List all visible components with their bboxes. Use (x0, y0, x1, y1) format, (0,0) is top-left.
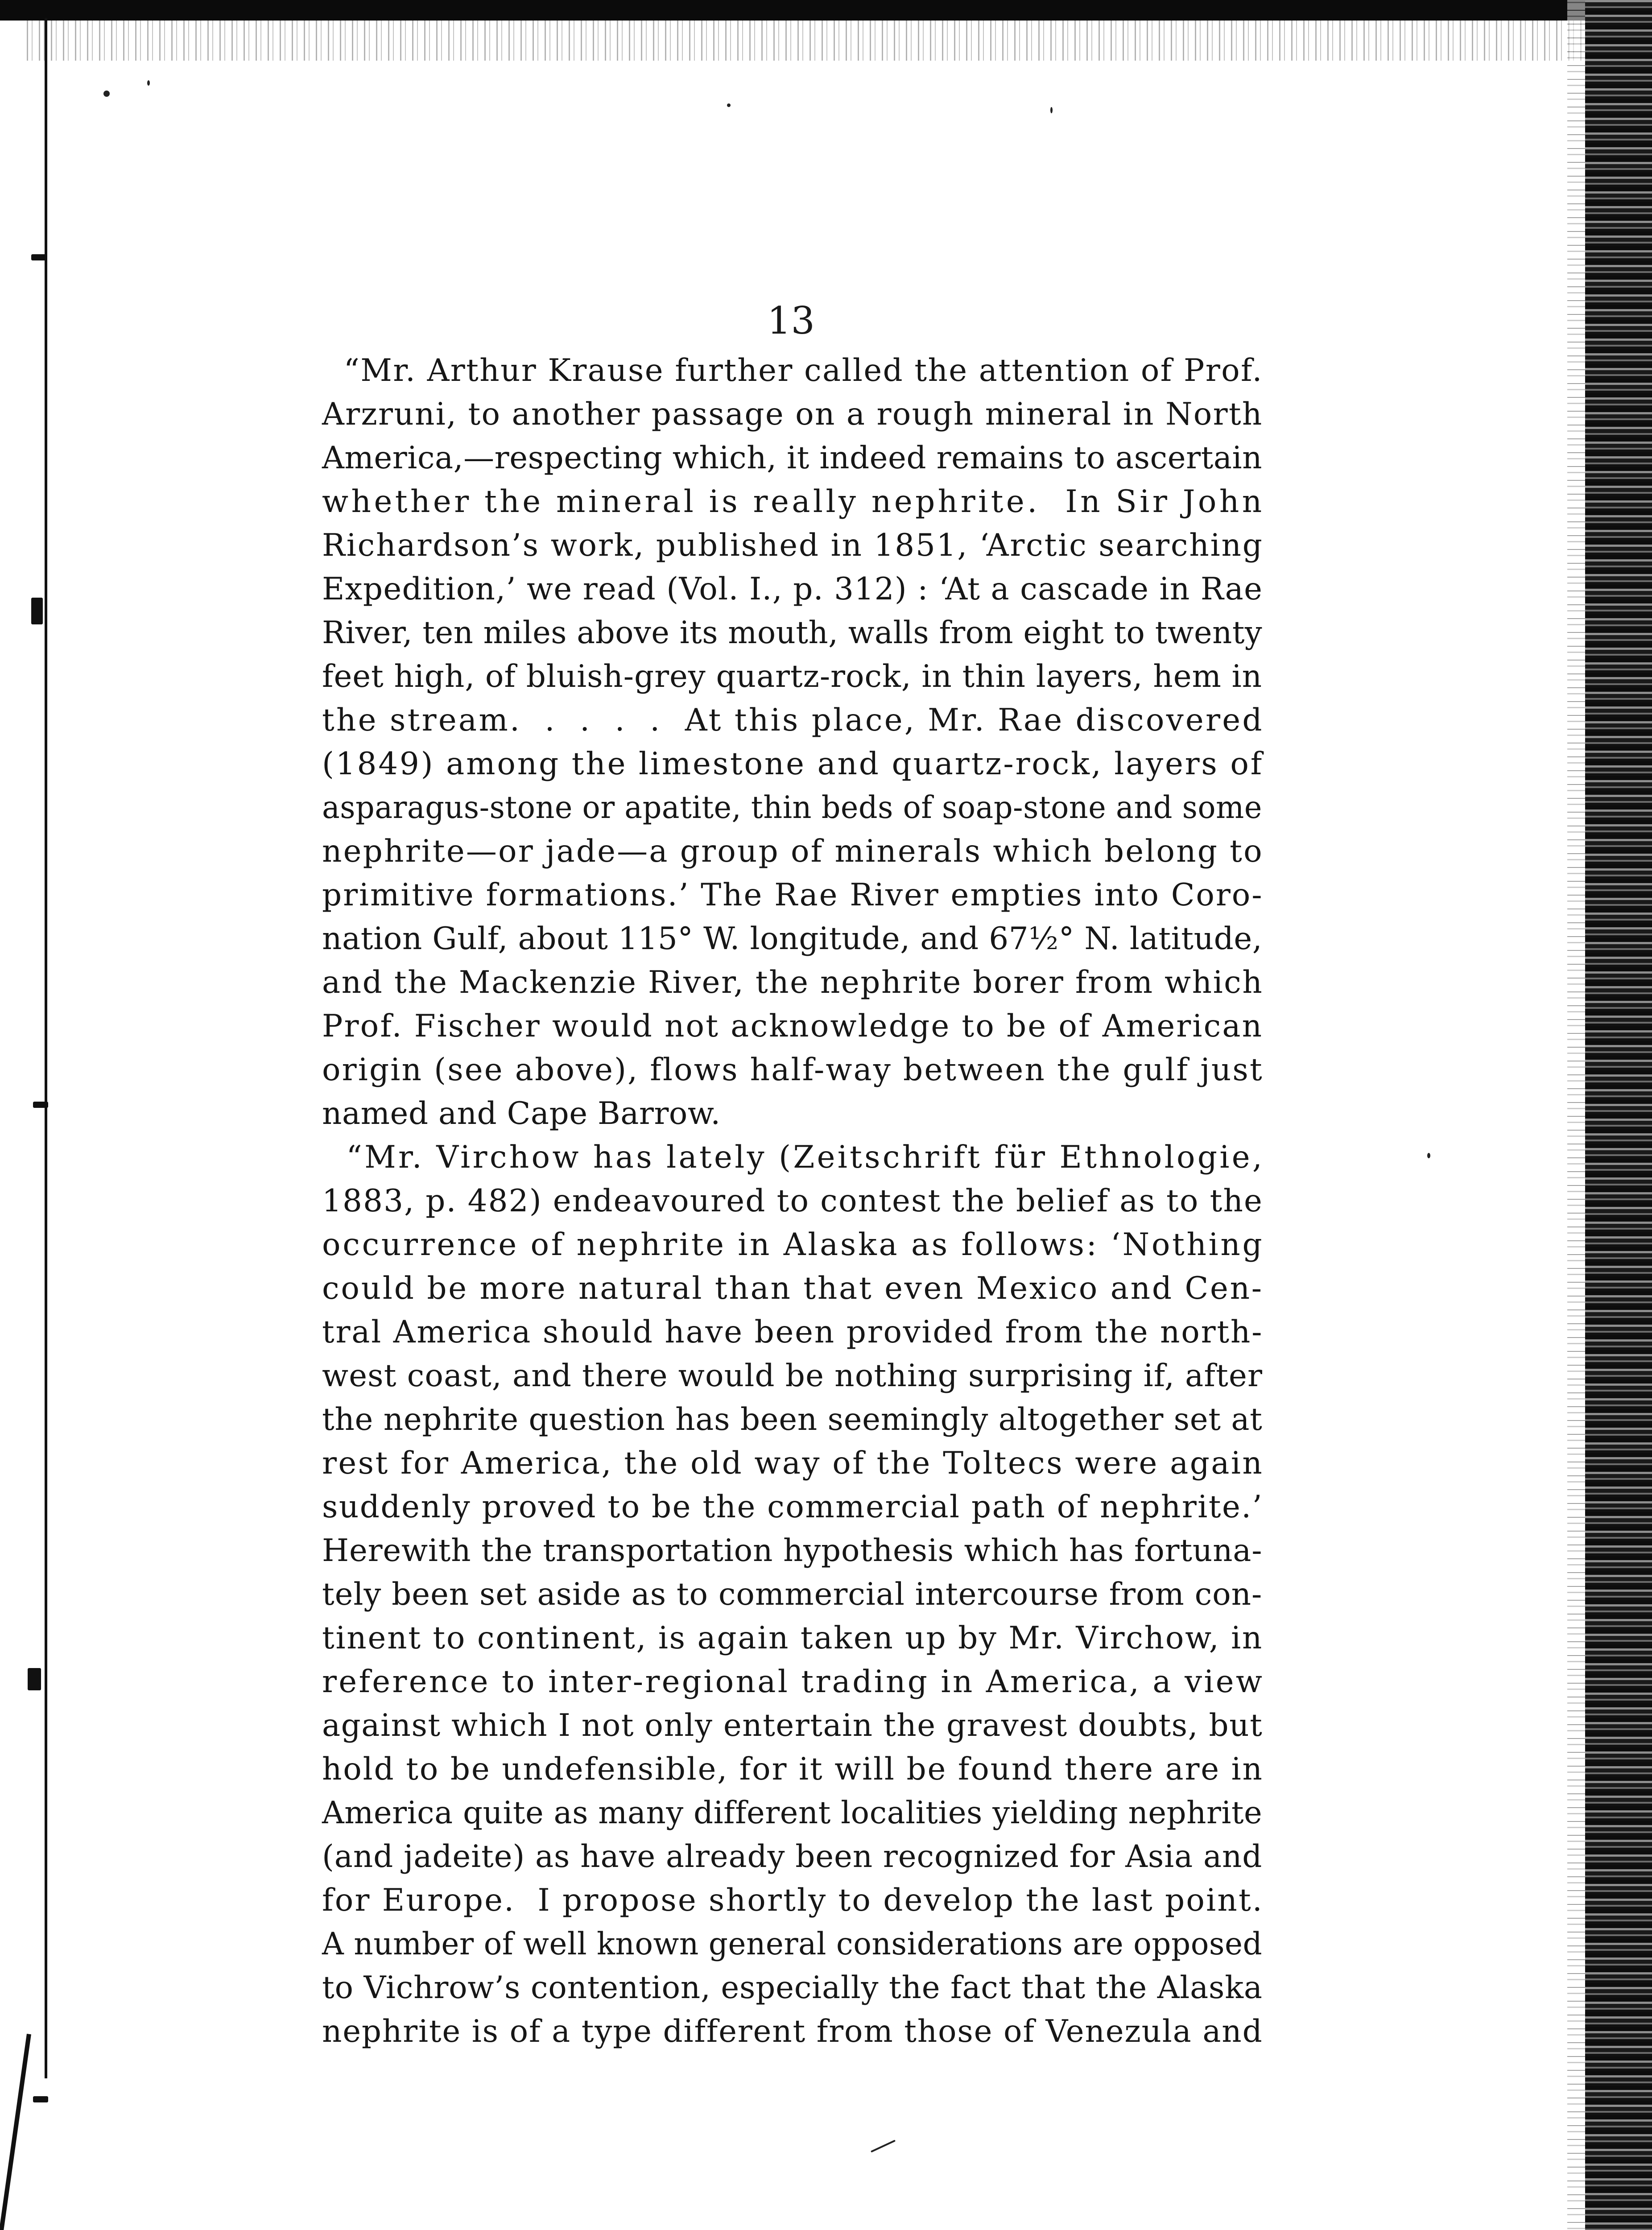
text-line: America,—respecting which, it indeed remains to ascertain (322, 440, 1263, 476)
text-line: (1849) among the limestone and quartz-rock, layers of (322, 746, 1264, 782)
text-line: asparagus-stone or apatite, thin beds of soap-stone and some (322, 790, 1262, 826)
page-number: 13 (767, 299, 815, 343)
text-line: occurrence of nephrite in Alaska as follows: ‘Nothing (322, 1227, 1264, 1263)
scan-edge-top (0, 0, 1652, 21)
text-line: nephrite—or jade—a group of minerals which belong to (322, 834, 1264, 869)
text-line: reference to inter-regional trading in America, a view (322, 1664, 1264, 1700)
text-line: and the Mackenzie River, the nephrite borer from which (322, 965, 1264, 1000)
text-line: primitive formations.’ The Rae River empties into Coro- (322, 877, 1264, 913)
text-line: River, ten miles above its mouth, walls from eight to twenty (322, 615, 1263, 651)
text-line: feet high, of bluish-grey quartz-rock, in thin layers, hem in (322, 659, 1263, 694)
binding-mark (31, 598, 43, 624)
text-line: tinent to continent, is again taken up by Mr. Virchow, in (322, 1620, 1264, 1656)
pen-mark (871, 2140, 896, 2153)
binding-mark (31, 254, 46, 260)
text-line: tely been set aside as to commercial intercourse from con- (322, 1577, 1263, 1612)
text-line: 1883, p. 482) endeavoured to contest the belief as to the (322, 1183, 1263, 1219)
scan-edge-left (45, 18, 47, 2078)
binding-mark (33, 2096, 48, 2102)
text-line: Arzruni, to another passage on a rough mineral in North (322, 396, 1263, 432)
speck (1050, 107, 1053, 113)
text-line: (and jadeite) as have already been recognized for Asia and (322, 1839, 1263, 1875)
text-line: A number of well known general considerations are opposed (322, 1926, 1263, 1962)
body-text (322, 349, 1265, 2053)
text-line: “Mr. Virchow has lately (Zeitschrift für Ethnologie, (322, 1140, 1265, 1175)
text-line: Prof. Fischer would not acknowledge to be of American (322, 1008, 1264, 1044)
scan-edge-right (1585, 0, 1652, 2230)
speck (1427, 1153, 1430, 1158)
text-line: to Vichrow’s contention, especially the fact that the Alaska (322, 1970, 1263, 2006)
text-line: nephrite is of a type different from those of Venezula and (322, 2014, 1263, 2049)
text-line: could be more natural than that even Mexico and Cen- (322, 1271, 1264, 1306)
text-line: the nephrite question has been seemingly altogether set at (322, 1402, 1263, 1437)
text-line: hold to be undefensible, for it will be found there are in (322, 1751, 1264, 1787)
text-line: for Europe. I propose shortly to develop the last point. (322, 1883, 1264, 1918)
text-line: tral America should have been provided from the north- (322, 1314, 1264, 1350)
text-line: Herewith the transportation hypothesis which has fortuna- (322, 1533, 1263, 1569)
text-line: America quite as many different localities yielding nephrite (322, 1795, 1263, 1831)
text-line: the stream. . . . . At this place, Mr. Rae discovered (322, 702, 1264, 738)
scan-stroke-left (0, 2034, 31, 2230)
text-line: whether the mineral is really nephrite. In Sir John (322, 484, 1265, 520)
speck (147, 80, 150, 86)
text-line: against which I not only entertain the gravest doubts, but (322, 1708, 1263, 1743)
binding-mark (28, 1668, 41, 1690)
speck (103, 91, 110, 97)
text-line: named and Cape Barrow. (322, 1096, 721, 1132)
text-line: Richardson’s work, published in 1851, ‘Arctic searching (322, 528, 1264, 563)
text-line: rest for America, the old way of the Toltecs were again (322, 1445, 1264, 1481)
text-line: nation Gulf, about 115° W. longitude, and 67½° N. latitude, (322, 921, 1263, 957)
text-line: suddenly proved to be the commercial path of nephrite.’ (322, 1489, 1264, 1525)
text-line: “Mr. Arthur Krause further called the attention of Prof. (322, 353, 1263, 388)
text-line: west coast, and there would be nothing surprising if, after (322, 1358, 1263, 1394)
scan-noise-top (27, 21, 1623, 61)
speck (727, 103, 731, 107)
scan-noise-right (1567, 0, 1585, 2230)
text-line: Expedition,’ we read (Vol. I., p. 312) : ‘At a cascade in Rae (322, 571, 1263, 607)
text-line: origin (see above), flows half-way between the gulf just (322, 1052, 1264, 1088)
binding-mark (33, 1102, 48, 1108)
